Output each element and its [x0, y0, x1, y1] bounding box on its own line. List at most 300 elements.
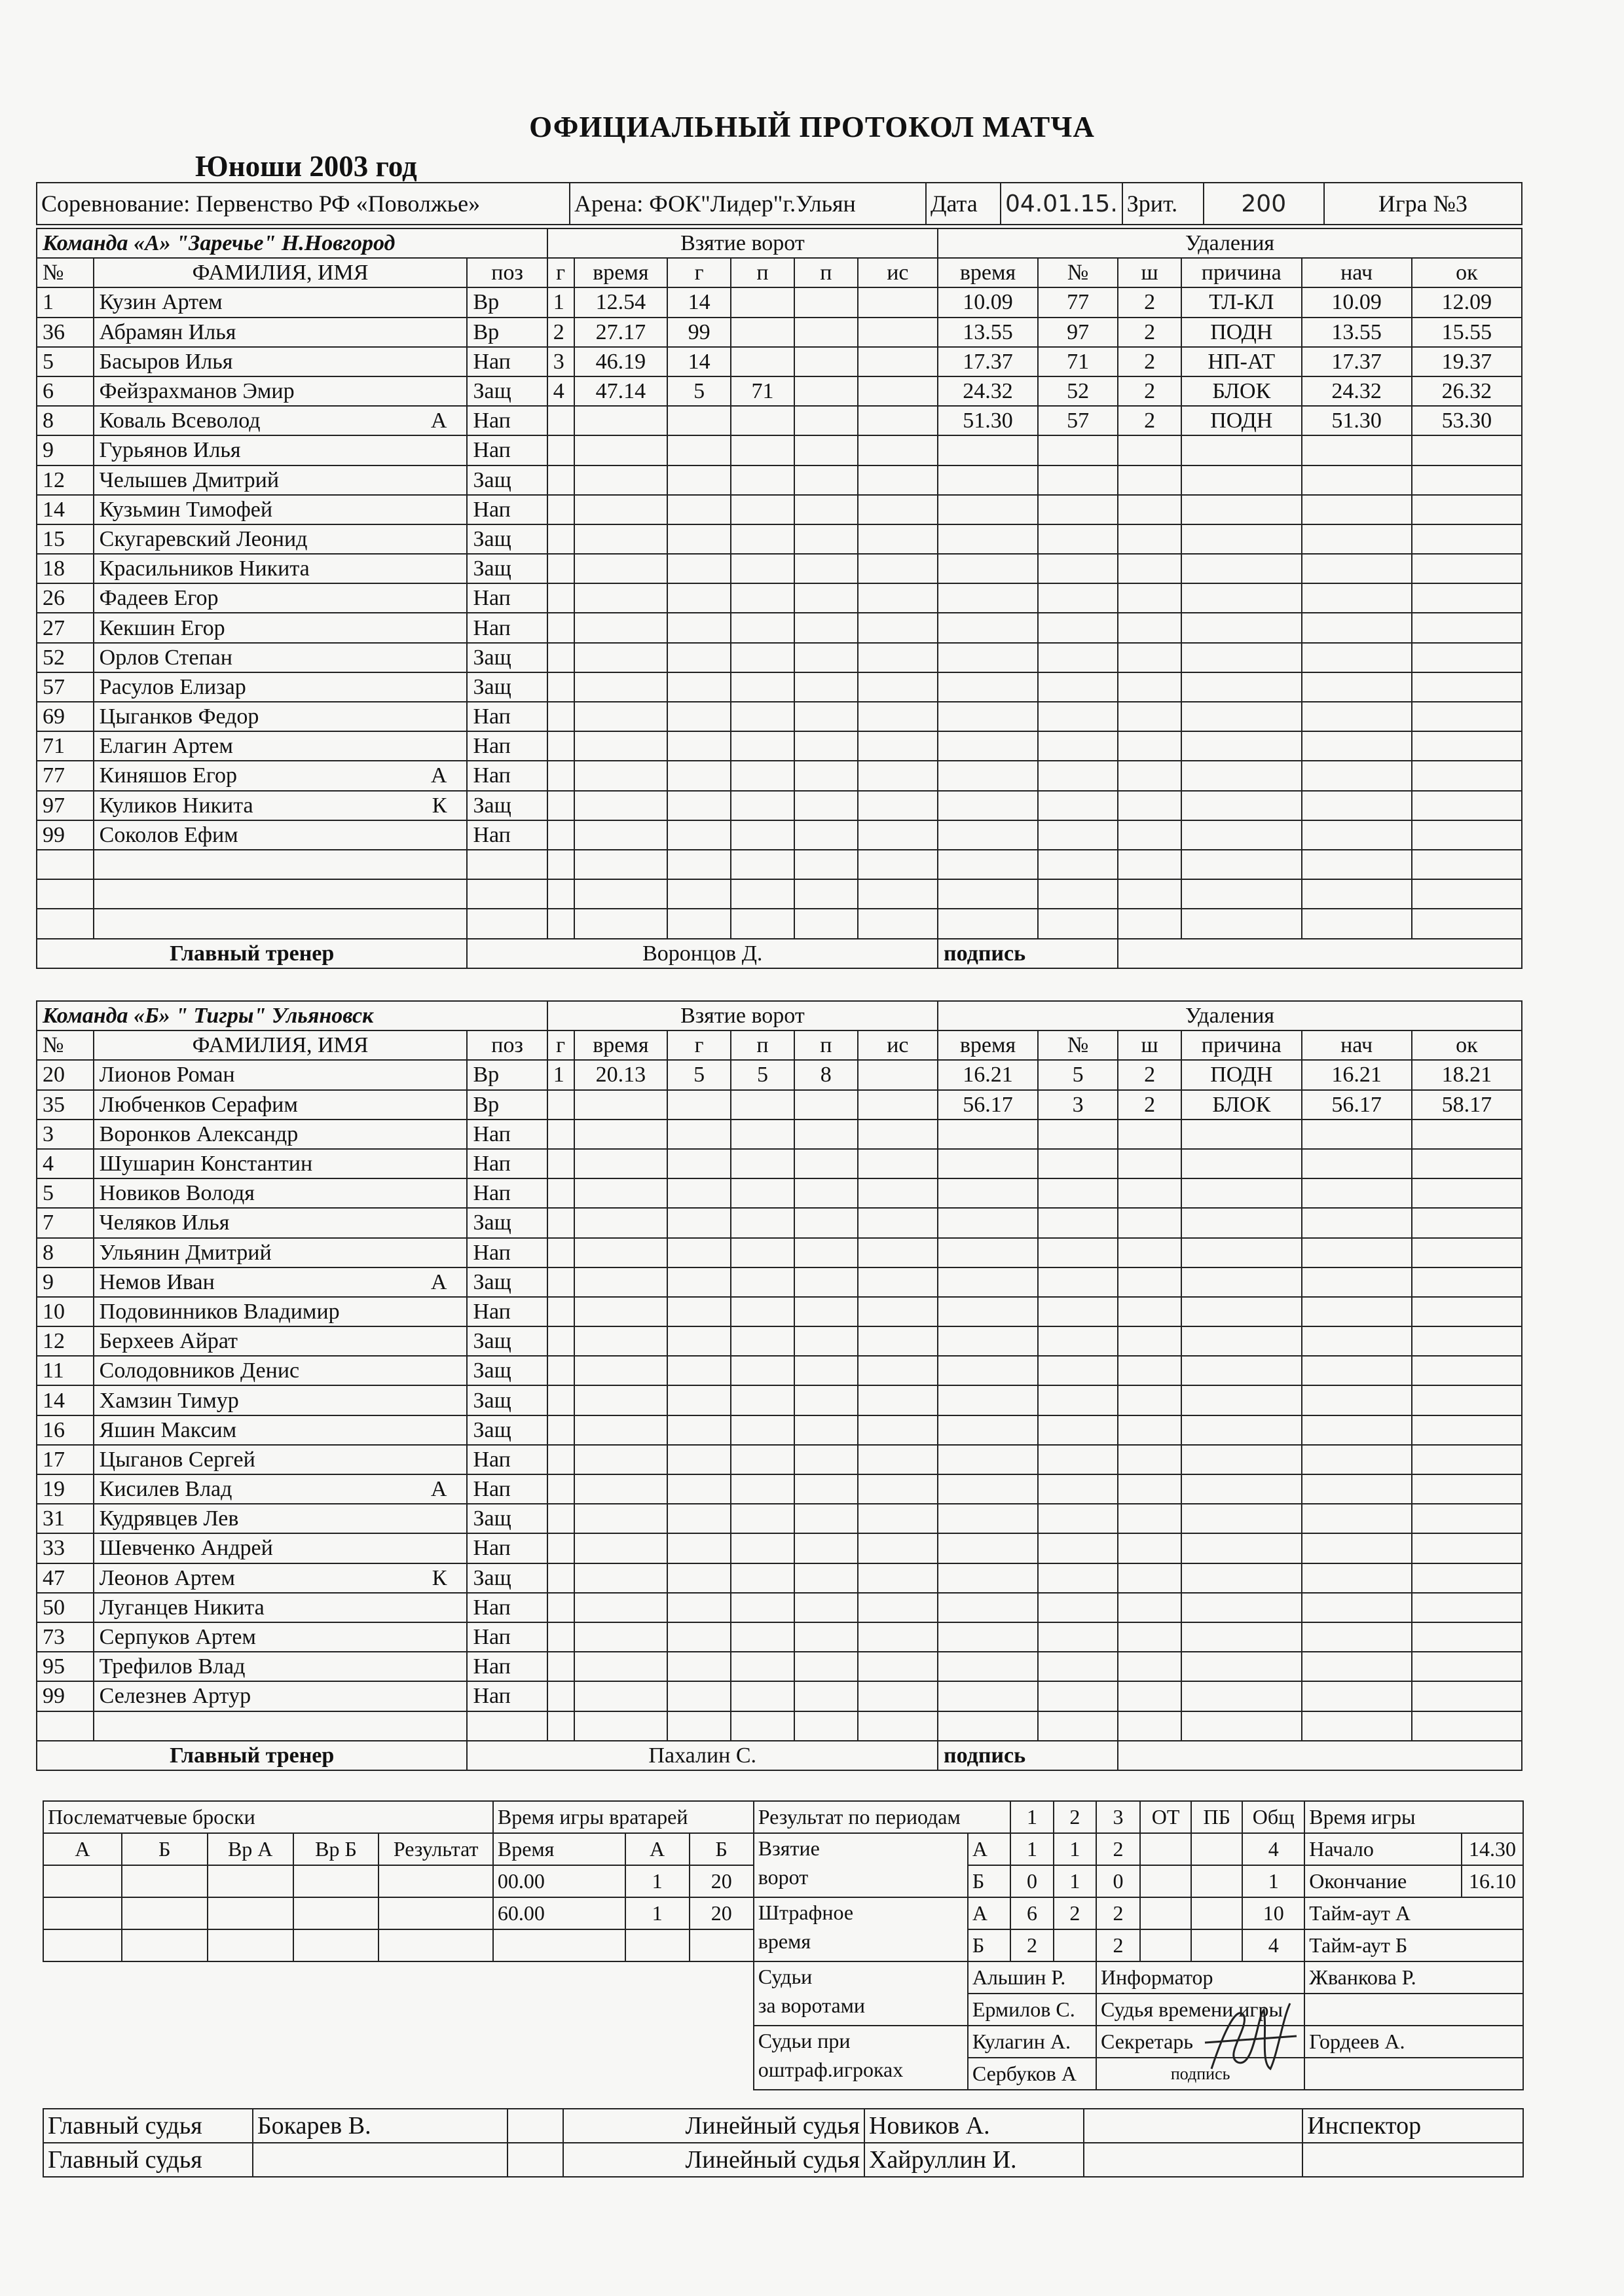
period-col-3: 3 [1096, 1801, 1140, 1833]
goals-label [754, 1833, 968, 1897]
penalty-end [1412, 554, 1522, 583]
goal-a2 [794, 495, 858, 524]
team-a-penalties-header: Удаления [938, 228, 1522, 258]
goal-g [547, 1593, 574, 1622]
penalty-reason [1181, 1711, 1301, 1741]
start-value: 14.30 [1462, 1833, 1523, 1865]
player-number: 73 [37, 1622, 94, 1652]
goal-scorer: 14 [667, 347, 731, 376]
penalty-start [1302, 1267, 1412, 1297]
player-number: 47 [37, 1563, 94, 1593]
goal-type [858, 435, 938, 465]
player-row [37, 524, 1522, 554]
goal-g [547, 1149, 574, 1178]
goal-scorer [667, 406, 731, 435]
goal-a1 [731, 1563, 794, 1593]
player-name-text: Красильников Никита [99, 556, 310, 581]
goal-type [858, 731, 938, 761]
penalty-time [938, 1445, 1038, 1474]
goal-time [574, 761, 668, 790]
goal-a2 [794, 554, 858, 583]
penalty-end [1412, 850, 1522, 879]
penalty-start [1302, 554, 1412, 583]
player-name [94, 731, 468, 761]
penalty-reason [1181, 1178, 1301, 1208]
goal-time [574, 435, 668, 465]
penalty-min: 2 [1118, 406, 1181, 435]
penalty-end [1412, 731, 1522, 761]
goal-a1 [731, 1474, 794, 1504]
goal-scorer [667, 761, 731, 790]
goalie-a-1: 1 [625, 1865, 690, 1897]
penalty-start [1302, 1238, 1412, 1267]
player-row [37, 1681, 1522, 1711]
goal-g [547, 850, 574, 879]
player-position: Защ [467, 554, 547, 583]
penalty-reason [1181, 761, 1301, 790]
player-role: К [432, 793, 447, 818]
goal-judges-label-1: Судьи [758, 1965, 813, 1988]
penalty-end [1412, 672, 1522, 702]
col-assist-1: п [731, 1030, 794, 1060]
goal-scorer [667, 1622, 731, 1652]
goals-a-p3: 2 [1096, 1833, 1140, 1865]
player-row [37, 406, 1522, 435]
goal-a1 [731, 318, 794, 347]
player-number: 52 [37, 643, 94, 672]
penalty-start [1302, 1178, 1412, 1208]
goal-a1 [731, 583, 794, 613]
col-num: № [37, 258, 94, 287]
penalty-start [1302, 761, 1412, 790]
goal-scorer [667, 613, 731, 642]
penalty-reason: ПОДН [1181, 406, 1301, 435]
penalty-n [1038, 1711, 1118, 1741]
goal-a2 [794, 791, 858, 820]
competition: Соревнование: Первенство РФ «Поволжье» [37, 183, 570, 225]
team-a-name: Команда «А» "Заречье" Н.Новгород [37, 228, 547, 258]
penalty-start: 51.30 [1302, 406, 1412, 435]
goal-type [858, 820, 938, 850]
penalty-time: 10.09 [938, 287, 1038, 317]
line-referee-1: Новиков А. [864, 2109, 1084, 2143]
col-pen-min: ш [1118, 1030, 1181, 1060]
penalty-end: 53.30 [1412, 406, 1522, 435]
col-pen-min: ш [1118, 258, 1181, 287]
player-row [37, 318, 1522, 347]
penalty-time: 56.17 [938, 1090, 1038, 1120]
player-name [94, 1533, 468, 1563]
goal-a1 [731, 1622, 794, 1652]
goal-time [574, 554, 668, 583]
penalty-n [1038, 1238, 1118, 1267]
goal-a2 [794, 1652, 858, 1681]
goal-scorer [667, 1474, 731, 1504]
period-col-so: ПБ [1191, 1801, 1242, 1833]
penalty-reason [1181, 1681, 1301, 1711]
col-goal-n: г [547, 258, 574, 287]
penalty-n [1038, 1297, 1118, 1326]
player-row [37, 1238, 1522, 1267]
penalty-end [1412, 1297, 1522, 1326]
player-number: 15 [37, 524, 94, 554]
penalty-min [1118, 1445, 1181, 1474]
player-row [37, 643, 1522, 672]
player-name-text: Берхеев Айрат [99, 1329, 238, 1354]
penalty-end [1412, 1178, 1522, 1208]
penalty-start [1302, 1445, 1412, 1474]
player-name [94, 1326, 468, 1356]
goal-time [574, 613, 668, 642]
penalty-min [1118, 435, 1181, 465]
game-time-header: Время игры [1304, 1801, 1523, 1833]
pim-a-p1: 6 [1010, 1897, 1053, 1929]
goal-g: 2 [547, 318, 574, 347]
goals-label-2: ворот [758, 1865, 809, 1889]
goal-g [547, 672, 574, 702]
player-name [94, 1504, 468, 1533]
goal-time [574, 1297, 668, 1326]
penalty-start [1302, 1208, 1412, 1237]
penalty-time [938, 583, 1038, 613]
goal-g [547, 1681, 574, 1711]
goal-a2 [794, 879, 858, 909]
penalty-end [1412, 879, 1522, 909]
goal-scorer [667, 1563, 731, 1593]
player-row [37, 1533, 1522, 1563]
penalty-end [1412, 613, 1522, 642]
penalty-min: 2 [1118, 287, 1181, 317]
penalty-time [938, 791, 1038, 820]
penalty-end [1412, 524, 1522, 554]
penalty-reason [1181, 672, 1301, 702]
penalty-judges-label-2: оштраф.игроках [758, 2058, 904, 2081]
penalty-end [1412, 1267, 1522, 1297]
player-row [37, 376, 1522, 406]
goal-scorer [667, 1533, 731, 1563]
penalty-n [1038, 1445, 1118, 1474]
player-name [94, 287, 468, 317]
goal-time [574, 791, 668, 820]
goal-scorer [667, 1681, 731, 1711]
penalty-min [1118, 731, 1181, 761]
player-name-text: Леонов Артем [99, 1565, 235, 1590]
goalie-b-1: 20 [690, 1865, 754, 1897]
col-assist-2: п [794, 258, 858, 287]
penalty-min [1118, 495, 1181, 524]
goal-time [574, 1385, 668, 1415]
penalty-end [1412, 1385, 1522, 1415]
player-name [94, 1090, 468, 1120]
player-number: 57 [37, 672, 94, 702]
player-row [37, 731, 1522, 761]
inspector-label: Инспектор [1302, 2109, 1523, 2143]
player-name [94, 672, 468, 702]
goal-g [547, 435, 574, 465]
penalty-start: 56.17 [1302, 1090, 1412, 1120]
player-role: К [432, 1565, 447, 1590]
protocol-title: ОФИЦИАЛЬНЫЙ ПРОТОКОЛ МАТЧА [529, 111, 1095, 143]
penalty-time [938, 1267, 1038, 1297]
goal-type [858, 1326, 938, 1356]
player-name-text: Любченков Серафим [99, 1092, 298, 1117]
penalty-reason [1181, 643, 1301, 672]
pim-b-ot [1140, 1929, 1191, 1961]
goal-scorer [667, 1238, 731, 1267]
penalty-min [1118, 820, 1181, 850]
goals-team-b: Б [968, 1865, 1010, 1897]
player-name [94, 702, 468, 731]
goal-a1 [731, 1178, 794, 1208]
player-number: 50 [37, 1593, 94, 1622]
goal-a1 [731, 347, 794, 376]
goal-scorer: 5 [667, 376, 731, 406]
timekeeper-label: Судья времени игры [1096, 1994, 1304, 2026]
player-name-text: Кузьмин Тимофей [99, 497, 273, 522]
goal-a1 [731, 1415, 794, 1445]
player-position: Нап [467, 1474, 547, 1504]
player-position: Нап [467, 702, 547, 731]
goal-a2 [794, 1385, 858, 1415]
player-name-text: Басыров Илья [99, 349, 233, 374]
penalty-n [1038, 1652, 1118, 1681]
player-row [37, 1622, 1522, 1652]
player-row [37, 909, 1522, 938]
player-position: Нап [467, 1120, 547, 1149]
penalty-reason [1181, 1563, 1301, 1593]
penalty-end [1412, 1593, 1522, 1622]
penalty-n: 3 [1038, 1090, 1118, 1120]
penalty-time [938, 850, 1038, 879]
player-name [94, 1267, 468, 1297]
team-b-goals-header: Взятие ворот [547, 1001, 938, 1030]
player-row [37, 1326, 1522, 1356]
player-position: Нап [467, 1238, 547, 1267]
goal-scorer [667, 820, 731, 850]
player-number: 8 [37, 406, 94, 435]
penalty-time [938, 1149, 1038, 1178]
goal-type [858, 495, 938, 524]
penalty-time: 24.32 [938, 376, 1038, 406]
col-assist-2: п [794, 1030, 858, 1060]
goal-a1 [731, 1267, 794, 1297]
goal-type [858, 1120, 938, 1149]
goal-g [547, 1267, 574, 1297]
col-scorer: г [667, 258, 731, 287]
penalty-min [1118, 613, 1181, 642]
penalty-end: 18.21 [1412, 1060, 1522, 1089]
goal-time [574, 495, 668, 524]
penalty-end [1412, 909, 1522, 938]
player-name [94, 583, 468, 613]
goal-a1: 71 [731, 376, 794, 406]
player-number: 95 [37, 1652, 94, 1681]
player-position: Защ [467, 1326, 547, 1356]
goal-type [858, 1297, 938, 1326]
player-row [37, 1504, 1522, 1533]
player-name-text: Челяков Илья [99, 1211, 230, 1235]
player-name [94, 554, 468, 583]
player-position: Защ [467, 1356, 547, 1385]
penalty-start [1302, 1622, 1412, 1652]
penalty-start [1302, 465, 1412, 495]
goal-type [858, 850, 938, 879]
player-number: 77 [37, 761, 94, 790]
player-number: 9 [37, 435, 94, 465]
player-position: Защ [467, 1563, 547, 1593]
penalty-time [938, 1711, 1038, 1741]
goal-a1 [731, 731, 794, 761]
player-number: 69 [37, 702, 94, 731]
goal-type [858, 287, 938, 317]
player-number: 12 [37, 1326, 94, 1356]
penalty-reason [1181, 879, 1301, 909]
goals-team-a: А [968, 1833, 1010, 1865]
penalty-min [1118, 1593, 1181, 1622]
penalty-reason [1181, 1474, 1301, 1504]
end-label: Окончание [1304, 1865, 1462, 1897]
penalty-judge-1: Кулагин А. [968, 2026, 1096, 2058]
goal-time [574, 406, 668, 435]
player-row [37, 495, 1522, 524]
goal-g [547, 554, 574, 583]
penalty-time [938, 524, 1038, 554]
player-name [94, 1208, 468, 1237]
team-b-table [36, 1000, 1522, 1771]
player-position: Нап [467, 1149, 547, 1178]
player-position: Защ [467, 524, 547, 554]
shootout-col-b: Б [122, 1833, 208, 1865]
player-position: Защ [467, 1504, 547, 1533]
goal-type [858, 1622, 938, 1652]
goal-type [858, 1593, 938, 1622]
goal-g [547, 465, 574, 495]
goal-a2 [794, 613, 858, 642]
goal-a2 [794, 583, 858, 613]
player-name [94, 909, 468, 938]
penalty-reason [1181, 1238, 1301, 1267]
goal-a2 [794, 1090, 858, 1120]
penalty-start [1302, 909, 1412, 938]
col-pen-time: время [938, 258, 1038, 287]
player-row [37, 761, 1522, 790]
player-position: Нап [467, 761, 547, 790]
penalty-start [1302, 1652, 1412, 1681]
main-referee-label-1: Главный судья [43, 2109, 253, 2143]
player-name [94, 879, 468, 909]
penalty-end [1412, 1504, 1522, 1533]
penalty-end [1412, 1120, 1522, 1149]
goal-a1 [731, 761, 794, 790]
penalty-start [1302, 672, 1412, 702]
penalty-end [1412, 1149, 1522, 1178]
goal-g: 3 [547, 347, 574, 376]
penalty-n [1038, 1149, 1118, 1178]
player-number: 19 [37, 1474, 94, 1504]
team-b-coach-name: Пахалин С. [467, 1741, 938, 1770]
goal-time: 47.14 [574, 376, 668, 406]
player-name-text: Подовинников Владимир [99, 1299, 340, 1324]
penalty-reason: НП-АТ [1181, 347, 1301, 376]
goal-type [858, 554, 938, 583]
penalty-time [938, 761, 1038, 790]
penalty-start [1302, 495, 1412, 524]
penalty-min: 2 [1118, 1090, 1181, 1120]
goal-a2 [794, 1149, 858, 1178]
goal-a1 [731, 643, 794, 672]
goal-a1 [731, 1356, 794, 1385]
goal-type [858, 1533, 938, 1563]
penalty-n [1038, 1415, 1118, 1445]
player-number: 26 [37, 583, 94, 613]
player-row [37, 1415, 1522, 1445]
goal-g [547, 702, 574, 731]
goal-a1 [731, 524, 794, 554]
goal-g [547, 495, 574, 524]
player-name [94, 791, 468, 820]
penalty-min [1118, 1149, 1181, 1178]
goal-a2 [794, 376, 858, 406]
goal-scorer [667, 909, 731, 938]
goal-time [574, 524, 668, 554]
player-name-text: Воронков Александр [99, 1121, 299, 1146]
penalty-n: 5 [1038, 1060, 1118, 1089]
penalty-reason: ПОДН [1181, 318, 1301, 347]
penalty-min [1118, 465, 1181, 495]
penalty-start [1302, 1711, 1412, 1741]
team-a-goals-header: Взятие ворот [547, 228, 938, 258]
goal-g [547, 1356, 574, 1385]
goal-g [547, 1238, 574, 1267]
player-number [37, 909, 94, 938]
penalty-time [938, 1356, 1038, 1385]
penalty-start [1302, 1356, 1412, 1385]
goals-b-p1: 0 [1010, 1865, 1053, 1897]
goal-scorer [667, 1149, 731, 1178]
player-row [37, 435, 1522, 465]
penalty-min [1118, 554, 1181, 583]
player-name [94, 1060, 468, 1089]
goal-g [547, 1178, 574, 1208]
goals-a-p2: 1 [1054, 1833, 1096, 1865]
player-name-text: Фадеев Егор [99, 586, 219, 611]
team-a-coach-name: Воронцов Д. [467, 939, 938, 968]
penalty-time [938, 1415, 1038, 1445]
penalty-n [1038, 1178, 1118, 1208]
penalty-start [1302, 791, 1412, 820]
goal-time [574, 1120, 668, 1149]
player-number: 8 [37, 1238, 94, 1267]
informer-name: Жванкова Р. [1304, 1961, 1523, 1994]
goal-a2 [794, 909, 858, 938]
match-header [36, 182, 1522, 225]
player-position: Нап [467, 820, 547, 850]
penalty-n [1038, 672, 1118, 702]
player-number: 97 [37, 791, 94, 820]
goal-g [547, 1563, 574, 1593]
goal-a1 [731, 1238, 794, 1267]
penalty-reason: БЛОК [1181, 1090, 1301, 1120]
col-pen-end: ок [1412, 258, 1522, 287]
player-role: А [430, 1477, 447, 1501]
goal-time [574, 1356, 668, 1385]
goalie-time-2: 60.00 [493, 1897, 625, 1929]
penalty-n [1038, 731, 1118, 761]
line-referee-2: Хайруллин И. [864, 2143, 1084, 2177]
player-position: Нап [467, 583, 547, 613]
player-number: 14 [37, 1385, 94, 1415]
penalty-end [1412, 820, 1522, 850]
